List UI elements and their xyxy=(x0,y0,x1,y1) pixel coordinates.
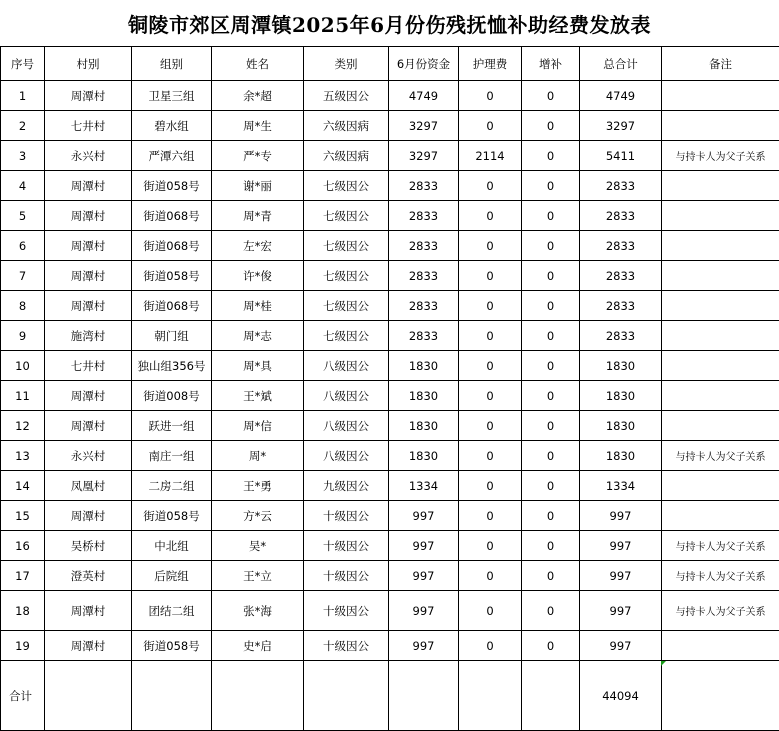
total-cell: 2833 xyxy=(580,321,662,351)
note-cell xyxy=(662,111,779,141)
village-cell: 周潭村 xyxy=(45,591,132,631)
june-fund-cell: 1830 xyxy=(389,441,459,471)
total-amount: 44094 xyxy=(580,661,662,731)
group-cell: 朝门组 xyxy=(132,321,212,351)
care-fee-cell: 0 xyxy=(459,471,522,501)
village-cell: 周潭村 xyxy=(45,201,132,231)
table-cell xyxy=(522,661,580,731)
category-cell: 九级因公 xyxy=(304,471,389,501)
table-row xyxy=(1,201,779,231)
seq-cell: 4 xyxy=(1,171,45,201)
note-cell: 与持卡人为父子关系 xyxy=(662,441,779,471)
total-cell: 2833 xyxy=(580,291,662,321)
group-cell: 后院组 xyxy=(132,561,212,591)
seq-cell: 6 xyxy=(1,231,45,261)
total-row xyxy=(1,661,779,731)
name-cell: 谢*丽 xyxy=(212,171,304,201)
header-cell: 备注 xyxy=(662,47,779,81)
category-cell: 八级因公 xyxy=(304,411,389,441)
cell-comment-marker xyxy=(661,661,666,666)
seq-cell: 2 xyxy=(1,111,45,141)
name-cell: 王*斌 xyxy=(212,381,304,411)
table-row xyxy=(1,501,779,531)
june-fund-cell: 997 xyxy=(389,501,459,531)
total-cell: 1830 xyxy=(580,381,662,411)
june-fund-cell: 1830 xyxy=(389,411,459,441)
table-row xyxy=(1,411,779,441)
note-cell xyxy=(662,261,779,291)
table-cell xyxy=(132,661,212,731)
village-cell: 吴桥村 xyxy=(45,531,132,561)
supplement-cell: 0 xyxy=(522,631,580,661)
seq-cell: 13 xyxy=(1,441,45,471)
category-cell: 七级因公 xyxy=(304,201,389,231)
note-cell: 与持卡人为父子关系 xyxy=(662,561,779,591)
june-fund-cell: 1334 xyxy=(389,471,459,501)
header-cell: 姓名 xyxy=(212,47,304,81)
table-body xyxy=(1,81,779,661)
note-cell: 与持卡人为父子关系 xyxy=(662,531,779,561)
name-cell: 方*云 xyxy=(212,501,304,531)
header-cell: 6月份资金 xyxy=(389,47,459,81)
header-cell: 序号 xyxy=(1,47,45,81)
group-cell: 街道058号 xyxy=(132,631,212,661)
care-fee-cell: 0 xyxy=(459,111,522,141)
supplement-cell: 0 xyxy=(522,381,580,411)
name-cell: 史*启 xyxy=(212,631,304,661)
page-title: 铜陵市郊区周潭镇2025年6月份伤残抚恤补助经费发放表 xyxy=(127,12,652,37)
total-cell: 997 xyxy=(580,561,662,591)
village-cell: 周潭村 xyxy=(45,171,132,201)
supplement-cell: 0 xyxy=(522,561,580,591)
note-cell xyxy=(662,501,779,531)
supplement-cell: 0 xyxy=(522,501,580,531)
june-fund-cell: 2833 xyxy=(389,171,459,201)
group-cell: 街道058号 xyxy=(132,171,212,201)
note-cell xyxy=(662,381,779,411)
table-row xyxy=(1,231,779,261)
group-cell: 街道068号 xyxy=(132,291,212,321)
total-cell: 1334 xyxy=(580,471,662,501)
name-cell: 周*桂 xyxy=(212,291,304,321)
group-cell: 二房二组 xyxy=(132,471,212,501)
june-fund-cell: 997 xyxy=(389,631,459,661)
seq-cell: 11 xyxy=(1,381,45,411)
village-cell: 周潭村 xyxy=(45,631,132,661)
june-fund-cell: 997 xyxy=(389,561,459,591)
seq-cell: 17 xyxy=(1,561,45,591)
header-cell: 增补 xyxy=(522,47,580,81)
group-cell: 街道068号 xyxy=(132,231,212,261)
care-fee-cell: 0 xyxy=(459,631,522,661)
category-cell: 六级因病 xyxy=(304,111,389,141)
june-fund-cell: 997 xyxy=(389,531,459,561)
seq-cell: 7 xyxy=(1,261,45,291)
category-cell: 七级因公 xyxy=(304,231,389,261)
table-cell xyxy=(459,661,522,731)
care-fee-cell: 0 xyxy=(459,201,522,231)
supplement-cell: 0 xyxy=(522,171,580,201)
table-row xyxy=(1,171,779,201)
care-fee-cell: 0 xyxy=(459,321,522,351)
table-row xyxy=(1,561,779,591)
village-cell: 周潭村 xyxy=(45,381,132,411)
category-cell: 十级因公 xyxy=(304,531,389,561)
note-cell xyxy=(662,291,779,321)
june-fund-cell: 2833 xyxy=(389,231,459,261)
group-cell: 街道058号 xyxy=(132,261,212,291)
total-cell: 4749 xyxy=(580,81,662,111)
note-cell xyxy=(662,171,779,201)
table-row xyxy=(1,631,779,661)
seq-cell: 16 xyxy=(1,531,45,561)
name-cell: 周*青 xyxy=(212,201,304,231)
june-fund-cell: 997 xyxy=(389,591,459,631)
seq-cell: 8 xyxy=(1,291,45,321)
seq-cell: 3 xyxy=(1,141,45,171)
category-cell: 七级因公 xyxy=(304,171,389,201)
seq-cell: 10 xyxy=(1,351,45,381)
table-row xyxy=(1,381,779,411)
category-cell: 七级因公 xyxy=(304,321,389,351)
june-fund-cell: 2833 xyxy=(389,291,459,321)
supplement-cell: 0 xyxy=(522,231,580,261)
seq-cell: 5 xyxy=(1,201,45,231)
payment-table xyxy=(0,46,779,731)
header-cell: 类别 xyxy=(304,47,389,81)
care-fee-cell: 0 xyxy=(459,81,522,111)
category-cell: 七级因公 xyxy=(304,261,389,291)
table-row xyxy=(1,531,779,561)
table-row xyxy=(1,291,779,321)
group-cell: 街道058号 xyxy=(132,501,212,531)
supplement-cell: 0 xyxy=(522,141,580,171)
header-cell: 组别 xyxy=(132,47,212,81)
table-row xyxy=(1,81,779,111)
june-fund-cell: 2833 xyxy=(389,321,459,351)
total-cell: 1830 xyxy=(580,411,662,441)
supplement-cell: 0 xyxy=(522,531,580,561)
category-cell: 五级因公 xyxy=(304,81,389,111)
care-fee-cell: 0 xyxy=(459,561,522,591)
name-cell: 吴* xyxy=(212,531,304,561)
supplement-cell: 0 xyxy=(522,261,580,291)
table-row xyxy=(1,141,779,171)
table-row xyxy=(1,441,779,471)
group-cell: 跃进一组 xyxy=(132,411,212,441)
care-fee-cell: 0 xyxy=(459,261,522,291)
name-cell: 余*超 xyxy=(212,81,304,111)
name-cell: 左*宏 xyxy=(212,231,304,261)
category-cell: 七级因公 xyxy=(304,291,389,321)
village-cell: 七井村 xyxy=(45,351,132,381)
table-row xyxy=(1,261,779,291)
seq-cell: 12 xyxy=(1,411,45,441)
group-cell: 中北组 xyxy=(132,531,212,561)
village-cell: 周潭村 xyxy=(45,291,132,321)
note-cell xyxy=(662,411,779,441)
name-cell: 周*生 xyxy=(212,111,304,141)
care-fee-cell: 0 xyxy=(459,411,522,441)
table-row xyxy=(1,591,779,631)
total-cell: 997 xyxy=(580,501,662,531)
name-cell: 王*立 xyxy=(212,561,304,591)
group-cell: 卫星三组 xyxy=(132,81,212,111)
supplement-cell: 0 xyxy=(522,591,580,631)
name-cell: 许*俊 xyxy=(212,261,304,291)
care-fee-cell: 0 xyxy=(459,351,522,381)
seq-cell: 19 xyxy=(1,631,45,661)
june-fund-cell: 4749 xyxy=(389,81,459,111)
care-fee-cell: 0 xyxy=(459,381,522,411)
table-cell xyxy=(662,661,779,731)
total-cell: 3297 xyxy=(580,111,662,141)
care-fee-cell: 0 xyxy=(459,231,522,261)
table-cell xyxy=(304,661,389,731)
supplement-cell: 0 xyxy=(522,411,580,441)
header-row xyxy=(1,47,779,81)
care-fee-cell: 0 xyxy=(459,531,522,561)
table-row xyxy=(1,351,779,381)
name-cell: 王*勇 xyxy=(212,471,304,501)
name-cell: 周*志 xyxy=(212,321,304,351)
note-cell xyxy=(662,201,779,231)
seq-cell: 15 xyxy=(1,501,45,531)
seq-cell: 18 xyxy=(1,591,45,631)
village-cell: 周潭村 xyxy=(45,81,132,111)
category-cell: 八级因公 xyxy=(304,381,389,411)
category-cell: 六级因病 xyxy=(304,141,389,171)
supplement-cell: 0 xyxy=(522,111,580,141)
category-cell: 八级因公 xyxy=(304,441,389,471)
seq-cell: 14 xyxy=(1,471,45,501)
june-fund-cell: 1830 xyxy=(389,351,459,381)
table-row xyxy=(1,321,779,351)
seq-cell: 9 xyxy=(1,321,45,351)
note-cell: 与持卡人为父子关系 xyxy=(662,591,779,631)
village-cell: 永兴村 xyxy=(45,441,132,471)
total-label: 合计 xyxy=(1,661,45,731)
supplement-cell: 0 xyxy=(522,321,580,351)
category-cell: 十级因公 xyxy=(304,591,389,631)
category-cell: 十级因公 xyxy=(304,561,389,591)
total-cell: 997 xyxy=(580,631,662,661)
care-fee-cell: 0 xyxy=(459,441,522,471)
supplement-cell: 0 xyxy=(522,441,580,471)
care-fee-cell: 0 xyxy=(459,591,522,631)
supplement-cell: 0 xyxy=(522,201,580,231)
table-cell xyxy=(212,661,304,731)
group-cell: 严潭六组 xyxy=(132,141,212,171)
village-cell: 施湾村 xyxy=(45,321,132,351)
village-cell: 七井村 xyxy=(45,111,132,141)
total-cell: 5411 xyxy=(580,141,662,171)
note-cell xyxy=(662,471,779,501)
june-fund-cell: 3297 xyxy=(389,111,459,141)
note-cell xyxy=(662,81,779,111)
total-cell: 1830 xyxy=(580,351,662,381)
village-cell: 凤凰村 xyxy=(45,471,132,501)
category-cell: 十级因公 xyxy=(304,501,389,531)
table-row xyxy=(1,111,779,141)
total-cell: 2833 xyxy=(580,171,662,201)
group-cell: 团结二组 xyxy=(132,591,212,631)
note-cell xyxy=(662,231,779,261)
june-fund-cell: 2833 xyxy=(389,201,459,231)
note-cell xyxy=(662,631,779,661)
total-cell: 2833 xyxy=(580,261,662,291)
name-cell: 周* xyxy=(212,441,304,471)
total-cell: 2833 xyxy=(580,231,662,261)
village-cell: 永兴村 xyxy=(45,141,132,171)
name-cell: 张*海 xyxy=(212,591,304,631)
care-fee-cell: 0 xyxy=(459,171,522,201)
group-cell: 碧水组 xyxy=(132,111,212,141)
supplement-cell: 0 xyxy=(522,471,580,501)
group-cell: 南庄一组 xyxy=(132,441,212,471)
total-cell: 997 xyxy=(580,531,662,561)
table-cell xyxy=(45,661,132,731)
total-cell: 997 xyxy=(580,591,662,631)
village-cell: 周潭村 xyxy=(45,501,132,531)
name-cell: 周*具 xyxy=(212,351,304,381)
village-cell: 澄英村 xyxy=(45,561,132,591)
care-fee-cell: 0 xyxy=(459,501,522,531)
village-cell: 周潭村 xyxy=(45,411,132,441)
care-fee-cell: 2114 xyxy=(459,141,522,171)
table-cell xyxy=(389,661,459,731)
village-cell: 周潭村 xyxy=(45,261,132,291)
village-cell: 周潭村 xyxy=(45,231,132,261)
supplement-cell: 0 xyxy=(522,291,580,321)
table-row xyxy=(1,471,779,501)
supplement-cell: 0 xyxy=(522,81,580,111)
supplement-cell: 0 xyxy=(522,351,580,381)
note-cell: 与持卡人为父子关系 xyxy=(662,141,779,171)
header-cell: 护理费 xyxy=(459,47,522,81)
june-fund-cell: 2833 xyxy=(389,261,459,291)
total-cell: 1830 xyxy=(580,441,662,471)
note-cell xyxy=(662,321,779,351)
group-cell: 街道008号 xyxy=(132,381,212,411)
june-fund-cell: 3297 xyxy=(389,141,459,171)
note-cell xyxy=(662,351,779,381)
group-cell: 独山组356号 xyxy=(132,351,212,381)
total-cell: 2833 xyxy=(580,201,662,231)
name-cell: 周*信 xyxy=(212,411,304,441)
category-cell: 八级因公 xyxy=(304,351,389,381)
category-cell: 十级因公 xyxy=(304,631,389,661)
group-cell: 街道068号 xyxy=(132,201,212,231)
seq-cell: 1 xyxy=(1,81,45,111)
name-cell: 严*专 xyxy=(212,141,304,171)
june-fund-cell: 1830 xyxy=(389,381,459,411)
care-fee-cell: 0 xyxy=(459,291,522,321)
header-cell: 村别 xyxy=(45,47,132,81)
header-cell: 总合计 xyxy=(580,47,662,81)
